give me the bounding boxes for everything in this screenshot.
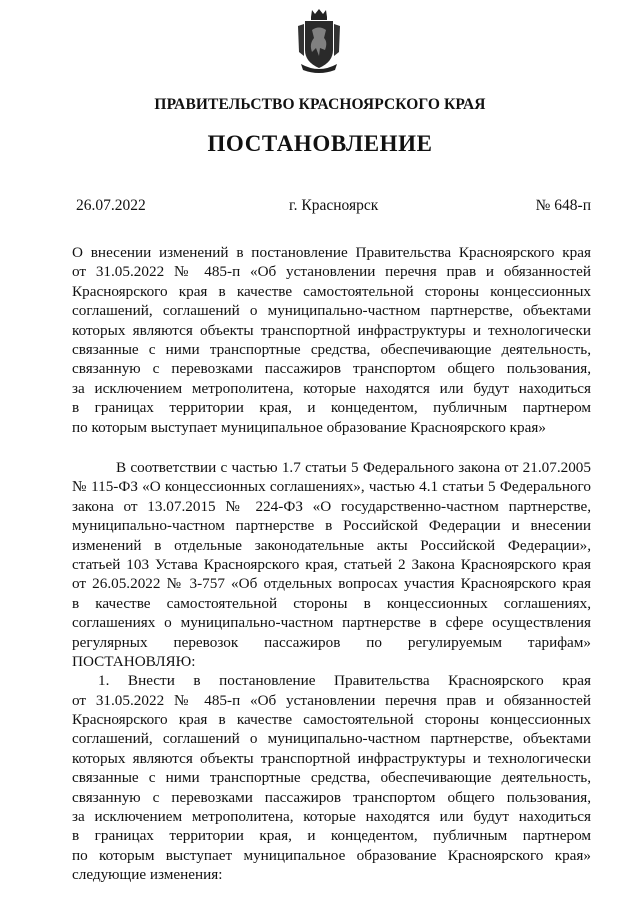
subject-line: соглашений, соглашений о муниципально-частном партнерстве, объектами bbox=[72, 302, 591, 320]
body-line: 1. Внести в постановление Правительства Красноярского края bbox=[98, 672, 591, 690]
body-line: в качестве самостоятельной стороны в концессионных соглашениях, bbox=[72, 594, 591, 612]
subject-line: по которым выступает муниципальное образование Красноярского края» bbox=[72, 418, 546, 436]
body-line: регулярных перевозок пассажиров по регулируемым тарифам» bbox=[72, 633, 591, 651]
subject-line: в границах территории края, и концедентом, публичным партнером bbox=[72, 399, 591, 417]
document-subject bbox=[72, 243, 591, 437]
subject-line: О внесении изменений в постановление Правительства Красноярского края bbox=[72, 244, 591, 261]
document-body bbox=[72, 458, 591, 885]
document-type-title: ПОСТАНОВЛЕНИЕ bbox=[207, 131, 433, 156]
subject-line: связанную с перевозками пассажиров транспортом общего пользования, bbox=[72, 360, 591, 378]
document-date: 26.07.2022 bbox=[76, 197, 146, 214]
body-line: муниципально-частном партнерстве в Российской Федерации и внесении bbox=[72, 517, 591, 535]
subject-line: Красноярского края в качестве самостоятельной стороны концессионных bbox=[72, 282, 591, 300]
document-city: г. Красноярск bbox=[289, 197, 379, 214]
body-line: соглашений, соглашений о муниципально-частном партнерстве, объектами bbox=[72, 730, 591, 748]
subject-line: которых являются объекты транспортной инфраструктуры и технологически bbox=[72, 321, 591, 339]
body-line: связанную с перевозками пассажиров транспортом общего пользования, bbox=[72, 788, 591, 806]
body-line: следующие изменения: bbox=[72, 866, 223, 884]
subject-line: связанные с ними транспортные средства, обеспечивающие деятельность, bbox=[72, 340, 591, 358]
body-line: за исключением метрополитена, которые находятся или будут находиться bbox=[72, 808, 591, 826]
body-line: по которым выступает муниципальное образование Красноярского края» bbox=[72, 846, 591, 864]
coat-of-arms-icon bbox=[295, 8, 343, 74]
body-line-resolve: ПОСТАНОВЛЯЮ: bbox=[72, 652, 196, 670]
government-name: ПРАВИТЕЛЬСТВО КРАСНОЯРСКОГО КРАЯ bbox=[154, 96, 486, 113]
body-line: № 115-ФЗ «О концессионных соглашениях», частью 4.1 статьи 5 Федерального bbox=[72, 478, 591, 496]
document-number: № 648-п bbox=[535, 197, 591, 214]
body-line: изменений в отдельные законодательные акты Российской Федерации», bbox=[72, 536, 591, 554]
body-line: статьей 103 Устава Красноярского края, статьей 2 Закона Красноярского края bbox=[72, 555, 591, 573]
body-line: которых являются объекты транспортной инфраструктуры и технологически bbox=[72, 749, 591, 767]
body-line: соглашениях о муниципально-частном партнерстве в сфере осуществления bbox=[72, 614, 591, 632]
subject-line: от 31.05.2022 № 485-п «Об установлении перечня прав и обязанностей bbox=[72, 263, 591, 281]
body-line: закона от 13.07.2015 № 224-ФЗ «О государственно-частном партнерстве, bbox=[72, 497, 591, 515]
body-line: связанные с ними транспортные средства, обеспечивающие деятельность, bbox=[72, 769, 591, 787]
subject-line: за исключением метрополитена, которые находятся или будут находиться bbox=[72, 379, 591, 397]
body-line: Красноярского края в качестве самостоятельной стороны концессионных bbox=[72, 711, 591, 729]
body-line: от 31.05.2022 № 485-п «Об установлении перечня прав и обязанностей bbox=[72, 691, 591, 709]
body-line: от 26.05.2022 № 3-757 «Об отдельных вопросах участия Красноярского края bbox=[72, 575, 591, 593]
body-line: В соответствии с частью 1.7 статьи 5 Федерального закона от 21.07.2005 bbox=[116, 459, 591, 476]
body-line: в границах территории края, и концедентом, публичным партнером bbox=[72, 827, 591, 845]
